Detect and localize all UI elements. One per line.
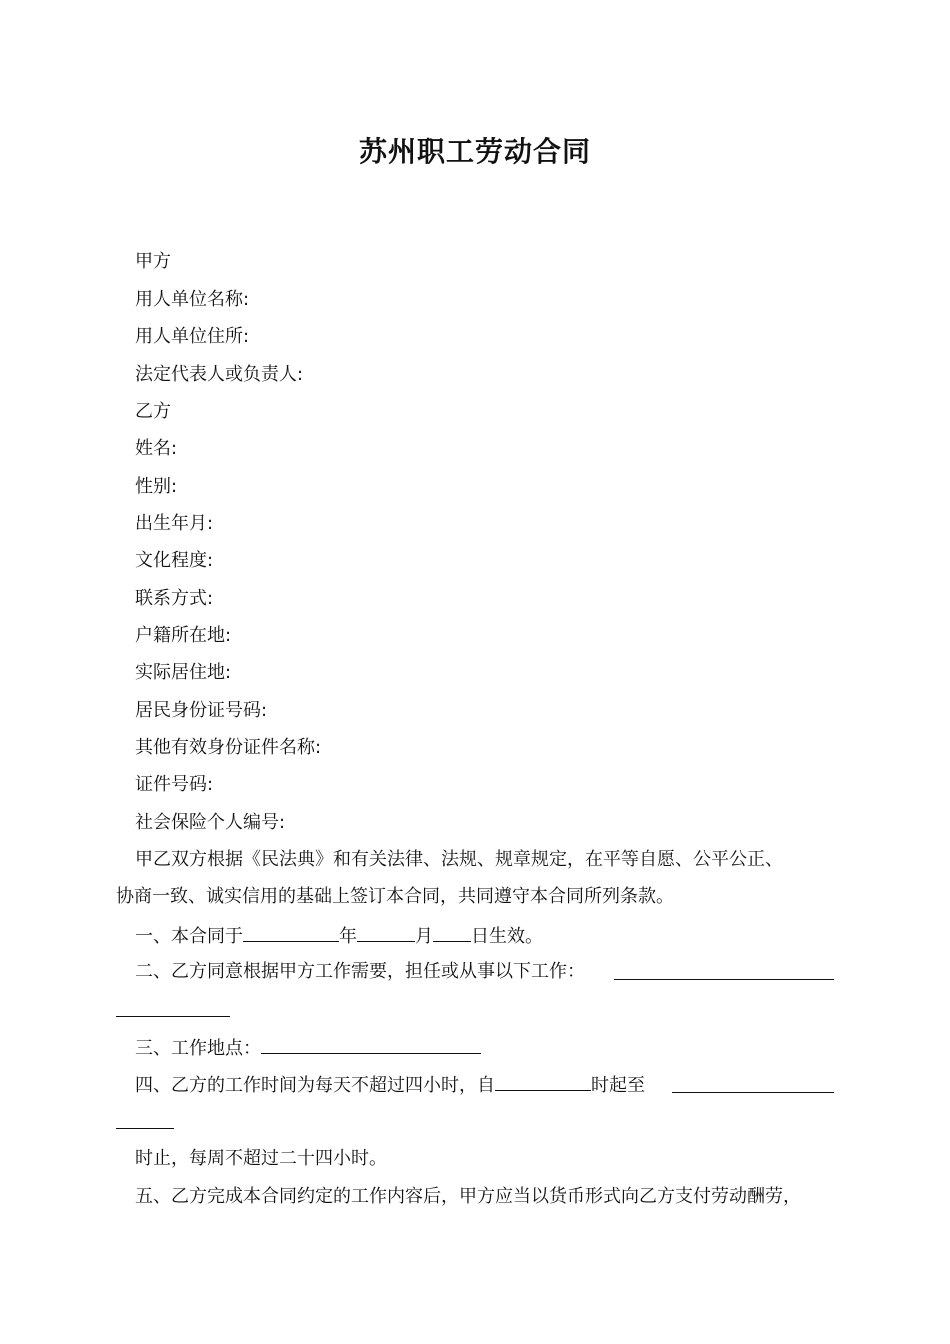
party-b-heading: 乙方 <box>135 401 171 422</box>
clause-2 <box>135 959 585 985</box>
clause-1-month-label: 月 <box>415 926 433 947</box>
blank-year[interactable] <box>243 922 339 942</box>
clause-2-text: 二、乙方同意根据甲方工作需要，担任或从事以下工作： <box>135 961 585 982</box>
clause-1-prefix: 一、本合同于 <box>135 926 243 947</box>
document-title: 苏州职工劳动合同 <box>358 135 591 168</box>
blank-work-location[interactable] <box>261 1034 481 1054</box>
clause-3-text: 三、工作地点： <box>135 1038 261 1059</box>
field-gender: 性别: <box>135 476 178 497</box>
blank-end-time-continued[interactable] <box>116 1128 174 1129</box>
field-birth-date: 出生年月: <box>135 513 214 534</box>
field-name: 姓名: <box>135 438 178 459</box>
clause-4-prefix: 四、乙方的工作时间为每天不超过四小时，自 <box>135 1075 495 1096</box>
field-actual-residence: 实际居住地: <box>135 662 232 683</box>
blank-job-description-continued[interactable] <box>116 1016 230 1017</box>
clause-3 <box>135 1034 481 1062</box>
field-employer-name: 用人单位名称: <box>135 289 250 310</box>
clause-1-year-label: 年 <box>339 926 357 947</box>
preamble-line-2: 协商一致、诚实信用的基础上签订本合同，共同遵守本合同所列条款。 <box>116 886 674 907</box>
field-legal-representative: 法定代表人或负责人: <box>135 364 304 385</box>
preamble-line-1: 甲乙双方根据《民法典》和有关法律、法规、规章规定，在平等自愿、公平公正、 <box>135 849 783 870</box>
blank-day[interactable] <box>433 922 471 942</box>
field-certificate-number: 证件号码: <box>135 774 214 795</box>
party-a-heading: 甲方 <box>135 251 171 272</box>
field-household-registration: 户籍所在地: <box>135 625 232 646</box>
blank-start-time[interactable] <box>495 1071 591 1091</box>
clause-5: 五、乙方完成本合同约定的工作内容后，甲方应当以货币形式向乙方支付劳动酬劳， <box>135 1186 801 1207</box>
field-contact: 联系方式: <box>135 588 214 609</box>
clause-1-day-label: 日生效。 <box>471 926 543 947</box>
clause-4-middle: 时起至 <box>591 1075 645 1096</box>
field-social-insurance-number: 社会保险个人编号: <box>135 812 286 833</box>
blank-end-time[interactable] <box>672 1092 834 1093</box>
blank-month[interactable] <box>357 922 415 942</box>
field-other-id-name: 其他有效身份证件名称: <box>135 737 322 758</box>
field-id-number: 居民身份证号码: <box>135 700 268 721</box>
blank-job-description[interactable] <box>614 979 834 980</box>
clause-4-continuation: 时止，每周不超过二十四小时。 <box>135 1148 387 1169</box>
clause-4 <box>135 1071 645 1099</box>
field-education: 文化程度: <box>135 550 214 571</box>
clause-1 <box>135 922 543 950</box>
field-employer-address: 用人单位住所: <box>135 326 250 347</box>
